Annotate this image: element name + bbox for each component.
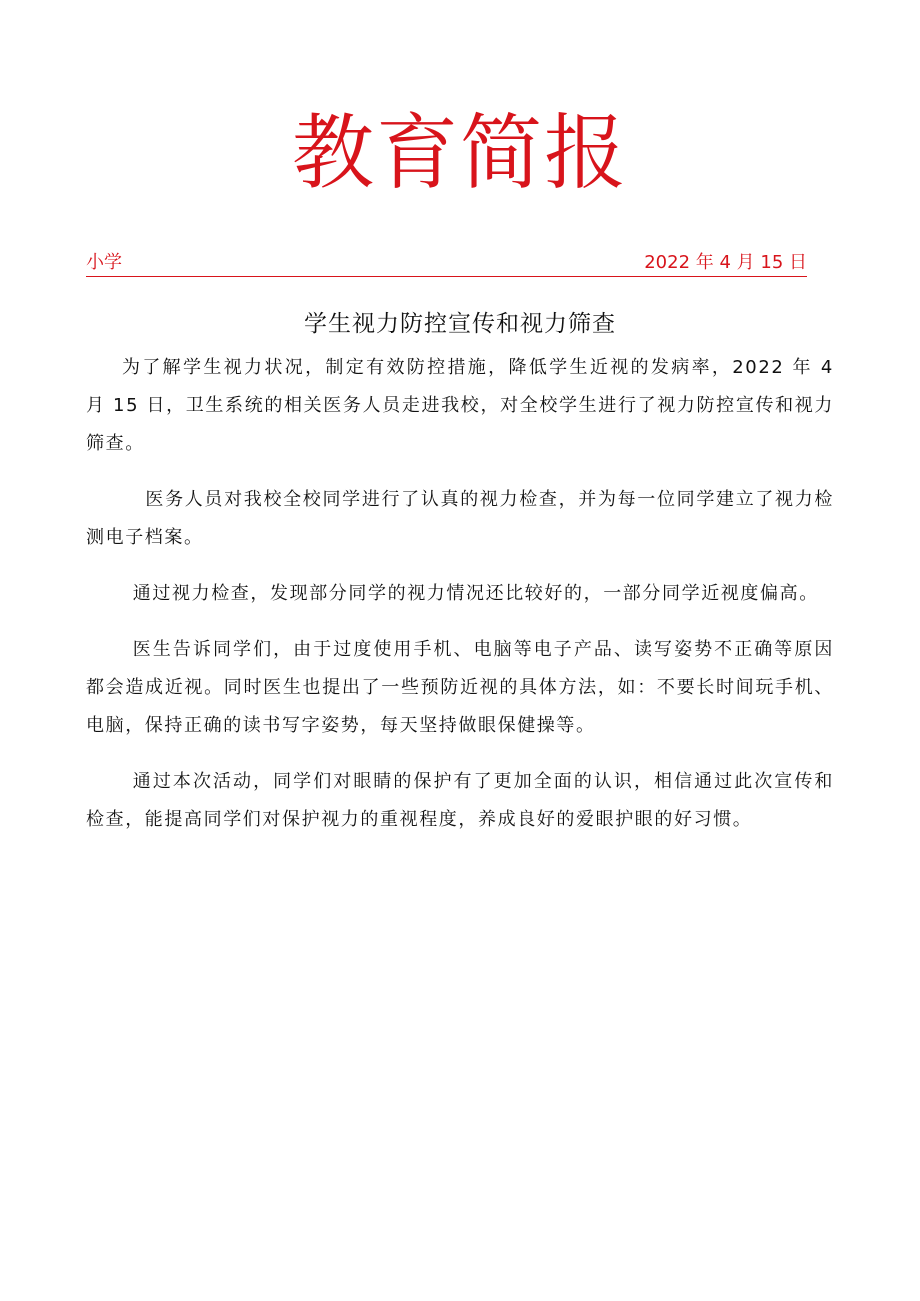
article-paragraph-3: 通过视力检查，发现部分同学的视力情况还比较好的，一部分同学近视度偏高。 (132, 583, 819, 604)
header-meta-row (86, 250, 807, 277)
issue-date: 2022 年 4 月 15 日 (644, 252, 807, 273)
article-paragraph-2: 医务人员对我校全校同学进行了认真的视力检查，并为每一位同学建立了视力检测电子档案。 (86, 489, 834, 548)
masthead-title: 教育简报 (291, 106, 628, 201)
article-body (86, 349, 834, 857)
article-title: 学生视力防控宣传和视力筛查 (304, 311, 616, 337)
article-paragraph-4: 医生告诉同学们，由于过度使用手机、电脑等电子产品、读写姿势不正确等原因都会造成近视。同时医生也提出了一些预防近视的具体方法，如：不要长时间玩手机、电脑，保持正确的读书写字姿势，每天坚持做眼保健操等。 (86, 639, 834, 736)
article-paragraph-5: 通过本次活动，同学们对眼睛的保护有了更加全面的认识，相信通过此次宣传和检查，能提高同学们对保护视力的重视程度，养成良好的爱眼护眼的好习惯。 (86, 771, 834, 830)
article-paragraph-1: 为了解学生视力状况，制定有效防控措施，降低学生近视的发病率，2022 年 4 月 15 日，卫生系统的相关医务人员走进我校，对全校学生进行了视力防控宣传和视力筛查。 (86, 357, 834, 454)
organization-label: 小学 (86, 252, 122, 273)
